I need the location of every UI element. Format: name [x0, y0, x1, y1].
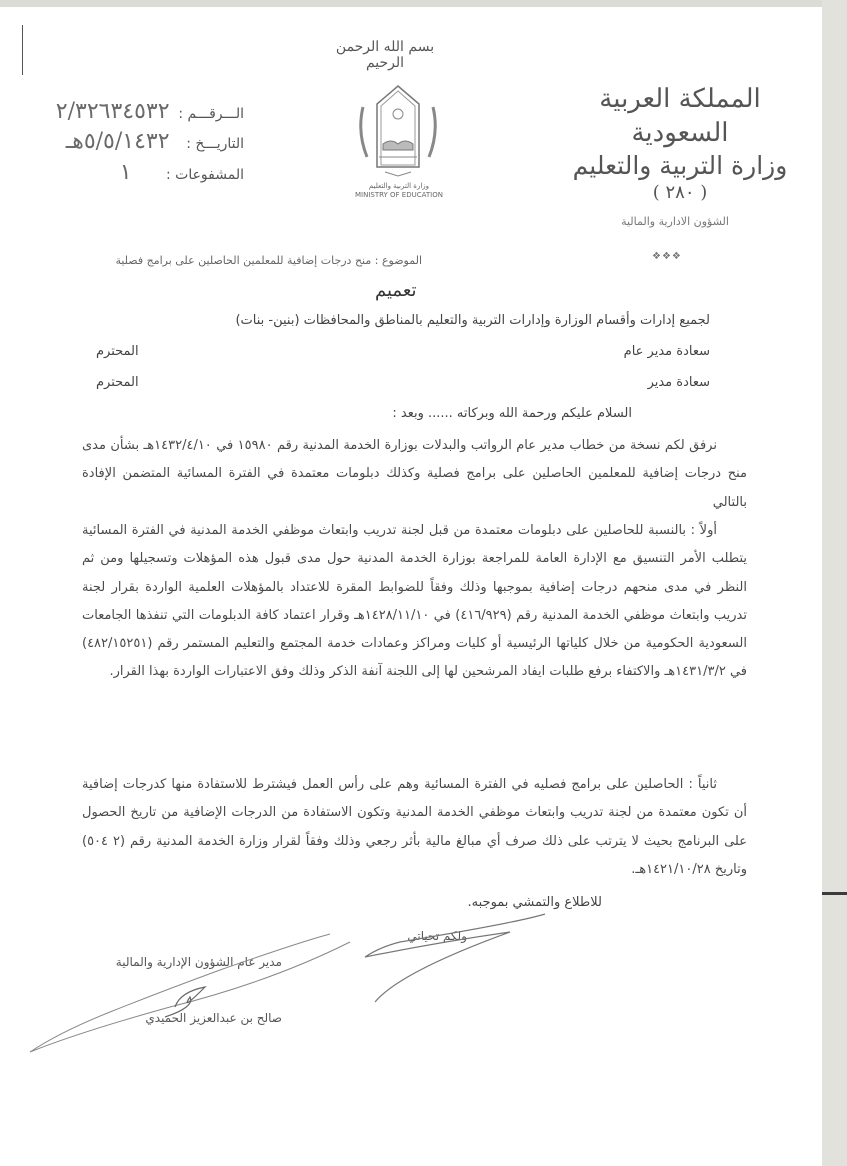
closing-line: للاطلاع والتمشي بموجبه.: [467, 895, 602, 910]
circular-title: تعميم: [375, 280, 417, 301]
margin-mark: [22, 25, 23, 75]
intro-paragraph: نرفق لكم نسخة من خطاب مدير عام الرواتب والبدلات بوزارة الخدمة المدنية رقم ١٥٩٨٠ في ١٤٣٢/٤/١٠هـ بشأن مدى منح درجات إضافية للمعلمين الحاصلين على برامج فصلية وكذلك دبلومات معتمدة في الفترة المسائية المتضمن الإفادة بالتالي: [82, 438, 747, 510]
ministry-code: ( ٢٨٠ ): [652, 182, 708, 203]
salutation-general-director: سعادة مدير عام: [623, 344, 710, 359]
department-name: الشؤون الادارية والمالية: [621, 215, 729, 228]
document-page: [0, 7, 822, 1166]
subject-line: الموضوع : منح درجات إضافية للمعلمين الحاصلين على برامج فصلية: [115, 254, 422, 267]
ornament-icon: ❖❖❖: [652, 251, 682, 262]
second-point-paragraph: ثانياً : الحاصلين على برامج فصليه في الفترة المسائية وهم على رأس العمل فيشترط للاستفادة منها كدرجات إضافية أن تكون معتمدة من لجنة تدريب وابتعاث موظفي الخدمة المدنية وتكون الاستفادة من الدرجات الإضافية من تاريخ الحصول على البرنامج بحيث لا يترتب على ذلك صرف أي مبالغ مالية بأثر رجعي وذلك وفقاً لقرار وزارة الخدمة المدنية رقم (٢ ٥٠٤) وتاريخ ١٤٢١/١٠/٢٨هـ.: [82, 777, 747, 877]
reference-number-row: [56, 99, 244, 124]
date-label: التاريـــخ :: [186, 136, 244, 152]
attachments-row: [120, 160, 244, 185]
honorific-director: المحترم: [96, 375, 139, 390]
salutation-director: سعادة مدير: [647, 375, 710, 390]
date-row: [66, 129, 244, 154]
signatory-name: صالح بن عبدالعزيز الحميدي: [145, 1011, 282, 1025]
reference-number-value: ٢/٣٢٦٣٤٥٣٢: [55, 99, 170, 124]
scan-edge-mark: [822, 892, 847, 895]
handwritten-signature: [20, 902, 560, 1072]
ministry-name: وزارة التربية والتعليم: [572, 151, 788, 180]
regards-line: ولكم تحياتي: [407, 929, 467, 943]
signatory-position: مدير عام الشؤون الإدارية والمالية: [115, 955, 282, 969]
attachments-label: المشفوعات :: [165, 167, 244, 183]
scan-right-border: [822, 0, 847, 1166]
greeting: السلام عليكم ورحمة الله وبركاته ...... وبعد :: [392, 406, 632, 421]
date-value: ٥/٥/١٤٣٢هـ: [65, 129, 170, 154]
first-point-paragraph: أولاً : بالنسبة للحاصلين على دبلومات معتمدة من قبل لجنة تدريب وابتعاث موظفي الخدمة المدنية في الفترة المسائية يتطلب الأمر التنسيق مع الإدارة العامة للمراجعة بوزارة الخدمة المدنية حول مدى قبول هذه المؤهلات وتسجيلها ومن ثم النظر في مدى منحهم درجات إضافية بموجبها وذلك وفقاً للضوابط المقرة للاعتداد بالمؤهلات العلمية الواردة بقرار لجنة تدريب وابتعاث موظفي الخدمة المدنية رقم (٤١٦/٩٢٩) في ١٤٢٨/١١/١٠هـ وقرار اعتماد كافة الدبلومات التي تنفذها الجامعات السعودية الحكومية من خلال كلياتها الرئيسية أو كليات ومراكز وعمادات خدمة المجتمع والتعليم المستمر رقم (٤٨٢/١٥٢٥١) في ١٤٣١/٣/٢هـ والاكتفاء برفع طلبات ايفاد المرشحين لها إلى اللجنة آنفة الذكر وذلك وفق الاعتبارات الواردة بهذا القرار.: [82, 523, 747, 680]
attachments-value: ١: [119, 160, 132, 185]
emblem-caption-english: MINISTRY OF EDUCATION: [355, 191, 443, 199]
letterhead-right: [560, 82, 800, 203]
reference-number-label: الـــرقـــم :: [178, 106, 244, 122]
emblem-caption-arabic: وزارة التربية والتعليم: [368, 182, 430, 190]
basmala: بسم الله الرحمن الرحيم: [335, 39, 435, 71]
ministry-emblem: [355, 72, 443, 200]
scan-top-border: [0, 0, 847, 7]
honorific-general-director: المحترم: [96, 344, 139, 359]
recipients-line: لجميع إدارات وأقسام الوزارة وإدارات التربية والتعليم بالمناطق والمحافظات (بنين- بنات): [235, 313, 710, 328]
kingdom-name: المملكة العربية السعودية: [599, 84, 761, 148]
emblem-icon: [355, 72, 441, 182]
